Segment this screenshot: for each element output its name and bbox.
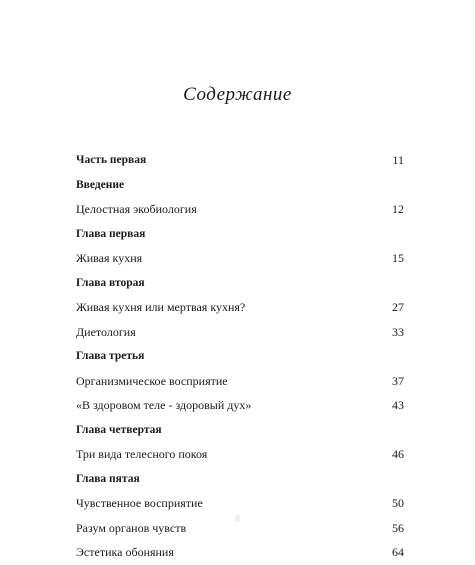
toc-entry-label: Введение (76, 178, 125, 191)
toc-entry (76, 197, 404, 222)
toc-entry-label: Часть первая (76, 154, 147, 166)
toc-entry-label: Глава первая (76, 227, 146, 240)
toc-entry-label: Живая кухня (76, 251, 143, 265)
toc-entry-page: 64 (392, 545, 404, 559)
toc-entry (76, 344, 404, 369)
toc-entry (76, 271, 404, 296)
table-of-contents (76, 148, 404, 565)
toc-entry (76, 418, 404, 443)
toc-entry (76, 540, 404, 565)
page-number: 8 (235, 514, 240, 525)
toc-entry-page: 37 (392, 373, 404, 388)
toc-entry-label: «В здоровом теле - здоровый дух» (76, 398, 252, 412)
toc-entry-page: 27 (392, 300, 404, 314)
toc-entry (76, 442, 404, 467)
toc-entry-label: Три вида телесного покоя (76, 447, 208, 461)
toc-entry (76, 295, 404, 320)
toc-entry-label: Глава четвертая (76, 423, 162, 436)
toc-entry-page: 12 (392, 202, 404, 216)
toc-entry-label: Эстетика обоняния (76, 545, 174, 559)
toc-entry-label: Разум органов чувств (76, 520, 187, 535)
toc-entry-label: Живая кухня или мертвая кухня? (76, 300, 246, 314)
toc-entry-page: 46 (392, 447, 404, 461)
toc-entry-label: Организмическое восприятие (76, 373, 228, 388)
toc-entry-page: 33 (392, 324, 404, 339)
toc-entry (76, 222, 404, 247)
toc-entry-page: 43 (392, 398, 404, 412)
toc-entry-label: Глава пятая (76, 472, 140, 485)
toc-entry (76, 467, 404, 492)
toc-entry (76, 173, 404, 198)
toc-entry-label: Глава вторая (76, 276, 145, 289)
toc-entry-page: 11 (392, 153, 404, 167)
toc-entry-label: Чувственное восприятие (76, 496, 203, 510)
toc-entry (76, 393, 404, 418)
toc-entry-label: Целостная экобиология (76, 202, 197, 216)
toc-entry (76, 320, 404, 345)
page-title: Содержание (183, 84, 292, 105)
toc-entry-label: Диетология (76, 324, 136, 339)
toc-entry (76, 491, 404, 516)
toc-entry-label: Глава третья (76, 350, 145, 362)
toc-entry (76, 369, 404, 394)
toc-entry-page: 56 (392, 520, 404, 535)
toc-entry-page: 50 (392, 496, 404, 510)
toc-entry (76, 246, 404, 271)
toc-entry (76, 148, 404, 173)
toc-entry-page: 15 (392, 251, 404, 265)
